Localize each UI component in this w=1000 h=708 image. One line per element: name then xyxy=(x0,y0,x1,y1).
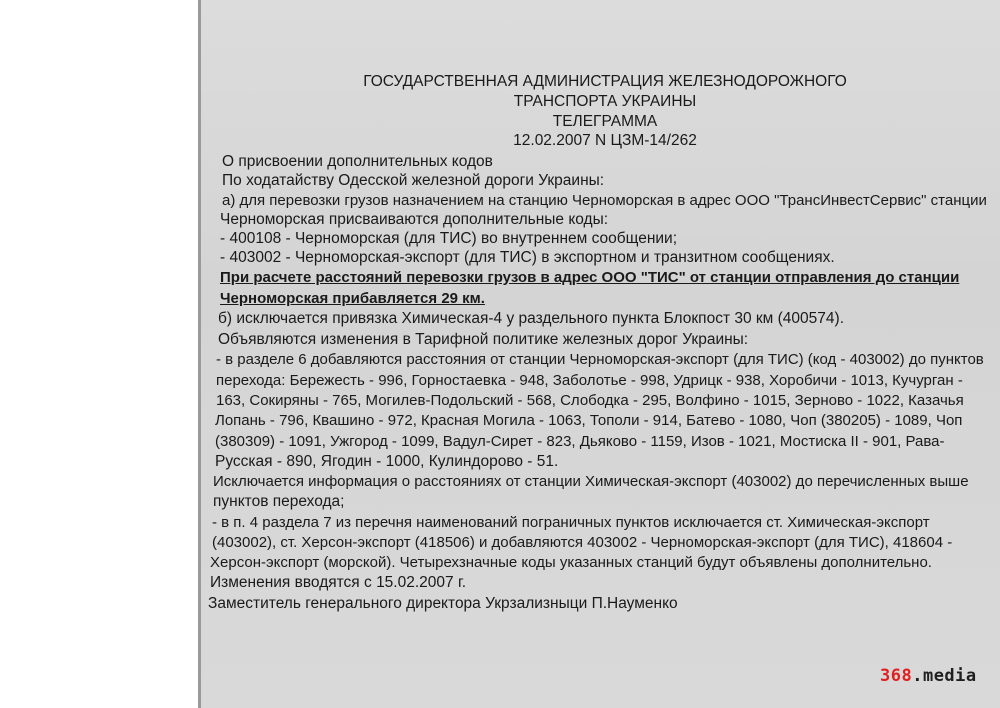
body-line: - 403002 - Черноморская-экспорт (для ТИС) в экспортном и транзитном сообщениях. xyxy=(220,249,835,266)
emphasized-line: Черноморская прибавляется 29 км. xyxy=(220,290,485,307)
body-line: Объявляются изменения в Тарифной политике железных дорог Украины: xyxy=(218,331,749,348)
effective-date-line: Изменения вводятся с 15.02.2007 г. xyxy=(210,574,467,591)
body-line: - 400108 - Черноморская (для ТИС) во внутреннем сообщении; xyxy=(220,230,678,247)
header-doc-type: ТЕЛЕГРАММА xyxy=(552,113,658,130)
header-organization-line2: ТРАНСПОРТА УКРАИНЫ xyxy=(513,93,697,110)
signature-line: Заместитель генерального директора Укрзализныци П.Науменко xyxy=(208,595,678,612)
subject-line: О присвоении дополнительных кодов xyxy=(222,153,493,170)
body-line: перехода: Бережесть - 996, Горностаевка - 948, Заболотье - 998, Удрицк - 938, Хоробичи - 1013, Кучурган - xyxy=(216,372,963,389)
body-line: Русская - 890, Ягодин - 1000, Кулиндорово - 51. xyxy=(215,453,559,470)
header-date-number: 12.02.2007 N ЦЗМ-14/262 xyxy=(513,132,697,149)
body-line: - в разделе 6 добавляются расстояния от станции Черноморская-экспорт (для ТИС) (код - 403002) до пунктов xyxy=(216,351,984,368)
body-line: Херсон-экспорт (морской). Четырехзначные коды указанных станций будут объявлены дополнительно. xyxy=(210,554,932,571)
body-line: 163, Сокиряны - 765, Могилев-Подольский - 568, Слободка - 295, Волфино - 1015, Зерново - 1022, Казачья xyxy=(216,392,964,409)
emphasized-line: При расчете расстояний перевозки грузов в адрес ООО "ТИС" от станции отправления до станции xyxy=(220,269,960,286)
body-line: Черноморская присваиваются дополнительные коды: xyxy=(220,211,609,228)
body-line: а) для перевозки грузов назначением на станцию Черноморская в адрес ООО "ТрансИнвестСервис" станции xyxy=(222,192,987,209)
watermark-suffix: .media xyxy=(912,666,977,686)
body-line: - в п. 4 раздела 7 из перечня наименований пограничных пунктов исключается ст. Химическая-экспорт xyxy=(212,514,930,531)
header-organization-line1: ГОСУДАРСТВЕННАЯ АДМИНИСТРАЦИЯ ЖЕЛЕЗНОДОРОЖНОГО xyxy=(363,73,847,90)
body-line: б) исключается привязка Химическая-4 у раздельного пункта Блокпост 30 км (400574). xyxy=(218,310,844,327)
body-line: По ходатайству Одесской железной дороги Украины: xyxy=(222,172,605,189)
site-watermark xyxy=(880,666,977,686)
body-line: (380309) - 1091, Ужгород - 1099, Вадул-Сирет - 823, Дьяково - 1159, Изов - 1021, Мостиска II - 901, Рава- xyxy=(215,433,945,450)
body-line: (403002), ст. Херсон-экспорт (418506) и добавляются 403002 - Черноморская-экспорт (для ТИС), 418604 - xyxy=(212,534,953,551)
sheet-edge xyxy=(198,0,201,708)
watermark-number: 368 xyxy=(880,666,913,686)
body-line: Лопань - 796, Квашино - 972, Красная Могила - 1063, Тополи - 914, Батево - 1080, Чоп (380205) - 1089, Чоп xyxy=(215,412,963,429)
body-line: пунктов перехода; xyxy=(213,493,345,510)
body-line: Исключается информация о расстояниях от станции Химическая-экспорт (403002) до перечисленных выше xyxy=(213,473,969,490)
